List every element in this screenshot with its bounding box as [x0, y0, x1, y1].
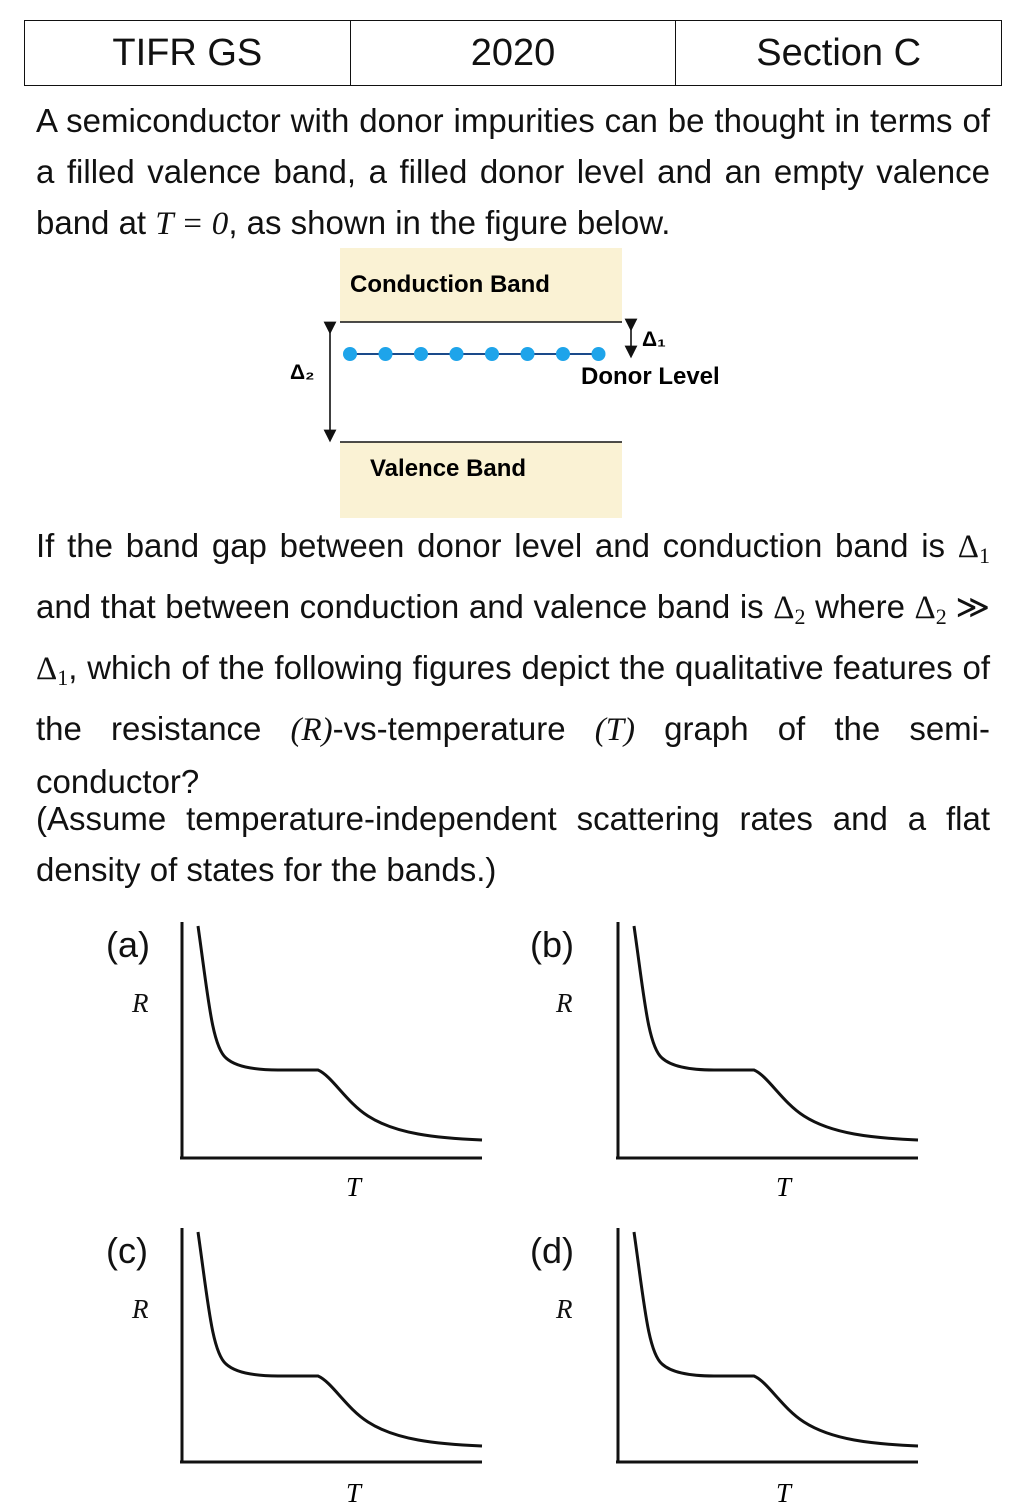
gap-text-1: If the band gap between donor level and conduction band is: [36, 527, 958, 564]
gap-text-4: , which of the following figures depict the qualitative features of the resistance: [36, 649, 990, 747]
donor-level-label: Donor Level: [581, 363, 720, 390]
donor-dot: [521, 347, 535, 361]
delta2-sub: 2: [794, 604, 806, 629]
option-d[interactable]: [530, 1212, 920, 1512]
resistance-symbol: (R): [290, 712, 333, 748]
header-exam: TIFR GS: [25, 21, 351, 85]
option-b[interactable]: [530, 906, 920, 1206]
delta2-sub-b: 2: [935, 604, 947, 629]
option-a-graph: [146, 906, 506, 1206]
delta1-sub: 1: [979, 543, 990, 568]
option-b-x-label: T: [776, 1172, 792, 1202]
intro-math: T = 0: [155, 206, 229, 242]
donor-dot: [450, 347, 464, 361]
question-intro: [36, 95, 990, 250]
r-vs-t-curve: [198, 926, 482, 1140]
much-greater-symbol: ≫: [946, 590, 990, 626]
intro-text-1: A semiconductor with donor impurities can be thought in terms of a filled valence band, a filled donor level and an empty valence band at: [36, 102, 990, 241]
donor-dot: [379, 347, 393, 361]
header-year: 2020: [351, 21, 677, 85]
option-b-graph: [570, 906, 930, 1206]
option-d-x-label: T: [776, 1478, 792, 1508]
intro-text-2: , as shown in the figure below.: [228, 204, 671, 241]
valence-band-label: Valence Band: [370, 455, 527, 482]
delta2-symbol-b: Δ: [914, 590, 936, 626]
option-d-y-label: R: [556, 1294, 573, 1324]
option-a-letter: (a): [106, 924, 150, 965]
option-b-y-label: R: [556, 988, 573, 1018]
r-vs-t-curve: [198, 1232, 482, 1446]
delta1-label: Δ₁: [642, 328, 666, 351]
delta2-label: Δ₂: [290, 361, 315, 384]
r-vs-t-curve: [634, 926, 918, 1140]
gap-text-2: and that between conduction and valence band is: [36, 588, 774, 625]
option-c-graph: [146, 1212, 506, 1512]
option-c[interactable]: [106, 1212, 496, 1512]
option-d-letter: (d): [530, 1230, 574, 1271]
option-a-x-label: T: [346, 1172, 362, 1202]
delta1-symbol-b: Δ: [36, 651, 58, 687]
r-vs-t-curve: [634, 1232, 918, 1446]
conduction-band-label: Conduction Band: [350, 271, 550, 298]
temperature-symbol: (T): [594, 712, 636, 748]
header-table: [24, 20, 1002, 86]
option-d-graph: [570, 1212, 930, 1512]
header-section: Section C: [756, 31, 922, 74]
donor-dot: [414, 347, 428, 361]
option-c-letter: (c): [106, 1230, 148, 1271]
delta1-sub-b: 1: [57, 665, 69, 690]
gap-text-3: where: [805, 588, 915, 625]
question-assumption: (Assume temperature-independent scattering rates and a flat density of states for the bands.): [36, 800, 990, 888]
gap-text-6: graph of the semi-conductor?: [36, 710, 990, 800]
donor-dot: [556, 347, 570, 361]
donor-dot: [592, 347, 606, 361]
option-a-y-label: R: [132, 988, 149, 1018]
donor-dot: [343, 347, 357, 361]
delta2-symbol: Δ: [773, 590, 795, 626]
option-c-x-label: T: [346, 1478, 362, 1508]
donor-dot: [485, 347, 499, 361]
option-b-letter: (b): [530, 924, 574, 965]
gap-text-5: -vs-temperature: [332, 710, 595, 747]
option-a[interactable]: [106, 906, 496, 1206]
question-band-gap: [36, 520, 990, 807]
band-diagram: [280, 246, 760, 522]
delta1-symbol: Δ: [957, 529, 979, 565]
option-c-y-label: R: [132, 1294, 149, 1324]
